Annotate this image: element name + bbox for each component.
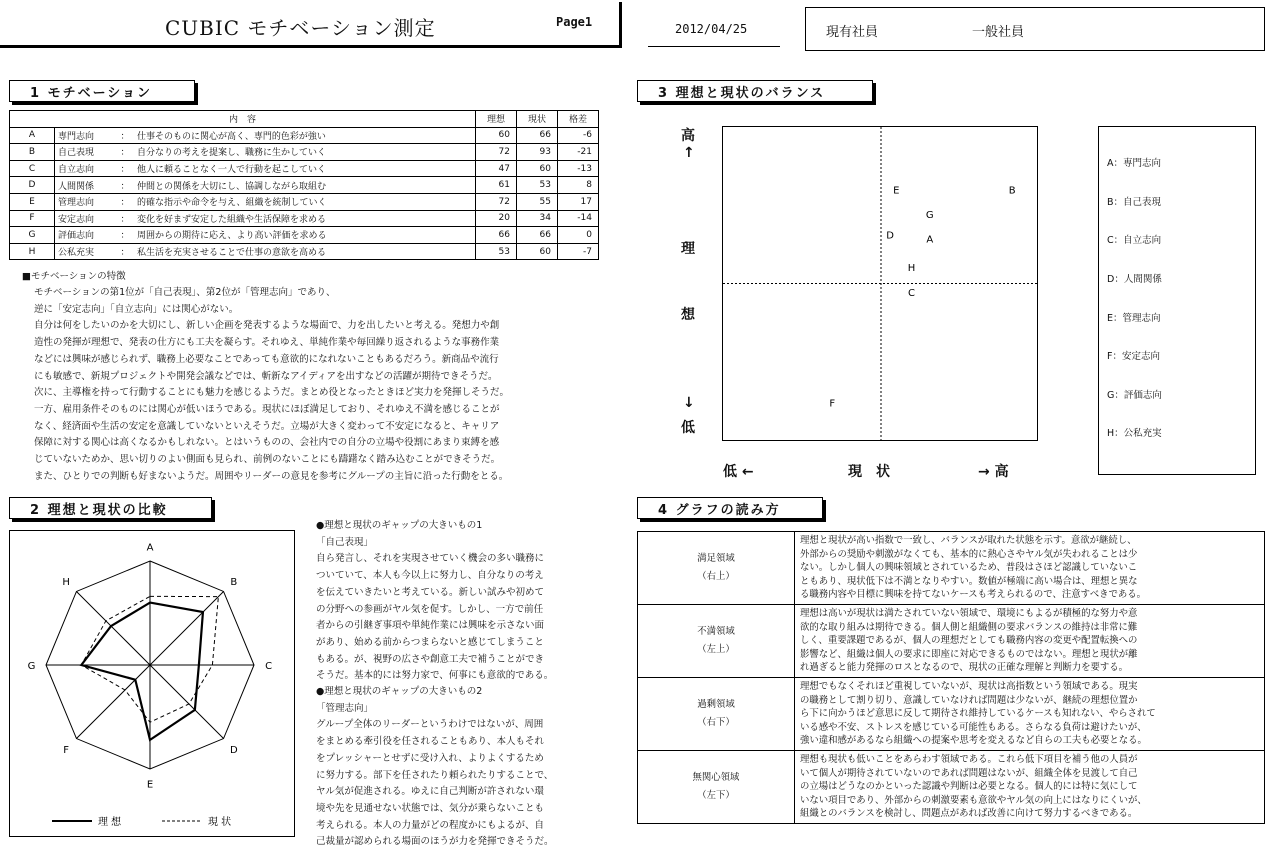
motivation-table [9, 110, 599, 260]
row-current: 34 [517, 210, 558, 227]
radar-axis-label: H [62, 577, 70, 589]
gap1-text-line: 者からの引継ぎ事項や単純作業には興味を示さない面 [316, 620, 545, 632]
scatter-point-b: B [1008, 185, 1016, 197]
gap2-title: ●理想と現状のギャップの大きいもの2 [316, 686, 483, 697]
scatter-legend [1098, 126, 1256, 475]
legend-current-label: 現 状 [208, 817, 232, 828]
row-name: 安定志向 [55, 210, 117, 227]
features-line: などには興味が感じられず、職務上必要なことであっても意欲的になれないこともあるだろう。新商品や流行 [34, 353, 499, 365]
region-description-line: しく、重要課題であるが、個人の理想だとしても職務内容の変更や配置転換への [800, 635, 1138, 647]
gap2-text-line: をプレッシャーとせずに受け入れ、よりよくするため [316, 752, 544, 764]
region-position: （左下） [697, 789, 735, 801]
table-row [10, 160, 599, 177]
legend-item: H：公私充実 [1107, 428, 1162, 440]
region-description-line: ともあり、現状低下は不満となりやすい。数値が極端に高い場合は、理想と異な [800, 575, 1138, 587]
region-description-line: 理想でもなくそれほど重視していないが、現状は高指数という領域である。現実 [800, 680, 1138, 692]
gap2-text-line: グループ全体のリーダーというわけではないが、周囲 [316, 719, 544, 731]
region-position: （右上） [697, 570, 735, 582]
gap2-text-line: 考えられる。本人の力量がどの程度かにもよるが、自 [316, 819, 545, 831]
region-description-line: 理想は高いが現状は満たされていない領域で、環境にもよるが積極的な努力や意 [800, 607, 1138, 619]
section4-title: 4 グラフの読み方 [637, 497, 823, 519]
date-underline [648, 46, 780, 47]
scatter-point-e: E [893, 185, 900, 197]
column-header-content: 内 容 [10, 111, 476, 128]
region-description-line: ない。しかし個人の興味領域とされているため、普段はさほど認識していないこ [800, 562, 1138, 574]
legend-item: B：自己表現 [1107, 196, 1162, 208]
region-description-line: 理想も現状も低いことをあらわす領域である。これら低下項目を補う他の人員が [800, 753, 1138, 765]
row-gap: 0 [558, 227, 599, 244]
region-description-line: れ過ぎると能力発揮のロスとなるので、現状の正確な理解と判断力を要する。 [800, 662, 1128, 674]
employee-box [805, 7, 1265, 51]
region-label-cell [638, 532, 795, 605]
row-code: C [10, 160, 55, 177]
row-code: A [10, 127, 55, 144]
region-description-line: ら下に向かうほど意思に反して期待され維持しているケースも知れない、やらされて [800, 708, 1156, 720]
scatter-point-a: A [926, 234, 934, 246]
gap1-text-line: ついていて、本人も今以上に努力し、自分なりの考え [316, 570, 544, 582]
row-code: H [10, 243, 55, 260]
y-axis-label-2: 想 [681, 307, 695, 323]
x-axis-high: → 高 [978, 464, 1009, 480]
row-separator: ： [116, 127, 134, 144]
radar-axis-label: F [63, 744, 70, 756]
reading-row [638, 604, 1265, 677]
radar-axis-label: G [27, 661, 36, 672]
gap1-block [316, 518, 553, 685]
row-separator: ： [116, 243, 134, 260]
row-code: D [10, 177, 55, 194]
row-current: 60 [517, 160, 558, 177]
row-separator: ： [116, 193, 134, 210]
region-description-line: の立場はどうなのかといった認識や判断は必要となる。個人的には特に気にして [800, 781, 1138, 793]
row-gap: -6 [558, 127, 599, 144]
row-gap: -13 [558, 160, 599, 177]
radar-series-ideal [81, 603, 203, 740]
legend-item: A：専門志向 [1107, 158, 1161, 170]
gap2-block [316, 684, 554, 851]
column-header-current: 現状 [517, 111, 558, 128]
radar-axis-label: D [229, 744, 238, 756]
row-ideal: 20 [476, 210, 517, 227]
region-description-line: の職務として割り切り、意識していなければ問題は少ないが、継続の理想位置か [800, 694, 1138, 706]
region-description-line: 組織とのバランスを検討し、問題点があれば改善に向けて努力するべきである。 [800, 808, 1138, 820]
radar-axis-label: E [146, 779, 154, 791]
row-name: 自立志向 [55, 160, 117, 177]
employee-type: 現有社員 [826, 25, 879, 40]
y-axis-low: 低 [681, 420, 695, 436]
scatter-chart-box [722, 126, 1038, 441]
radar-chart-box [9, 530, 295, 837]
row-separator: ： [116, 160, 134, 177]
row-name: 人間関係 [55, 177, 117, 194]
features-line: じていないためか、思い切りのよい側面も見られ、前例のないことにも躊躇なく踏み込むことができそうだ。 [34, 454, 501, 466]
region-label-cell [638, 604, 795, 677]
scatter-point-g: G [925, 209, 934, 221]
features-title: ■モチベーションの特徴 [22, 271, 126, 282]
row-name: 専門志向 [55, 127, 117, 144]
region-description-line: いて個人が期待されていないのであれば問題はないが、組織全体を見渡して自己 [800, 767, 1138, 779]
radar-axis [76, 665, 150, 739]
region-description-line: 外部からの奨励や刺激がなくても、基本的に熱心さやヤル気が失われることは少 [800, 548, 1138, 560]
x-axis-label: 現 状 [848, 464, 890, 480]
gap1-text-line: があり、始める前からつまらないと感じてしまうこと [316, 636, 544, 648]
legend-item: F：安定志向 [1107, 351, 1160, 363]
gap1-name: 「自己表現」 [316, 536, 374, 548]
section3-title: 3 理想と現状のバランス [637, 80, 873, 102]
region-label: 不満領域 [697, 625, 735, 637]
region-label: 無関心領域 [692, 771, 740, 783]
region-position: （右下） [697, 716, 735, 728]
row-name: 評価志向 [55, 227, 117, 244]
scatter-point-h: H [907, 263, 916, 275]
row-description: 変化を好まず安定した組織や生活保障を求める [134, 210, 476, 227]
section2-title: 2 理想と現状の比較 [9, 497, 212, 519]
row-description: 仕事そのものに関心が高く、専門的色彩が強い [134, 127, 476, 144]
row-ideal: 47 [476, 160, 517, 177]
row-description: 私生活を充実させることで仕事の意欲を高める [134, 243, 476, 260]
region-label-cell [638, 750, 795, 823]
region-label-cell [638, 677, 795, 750]
region-description-line: 影響など、組織は個人の要求に即座に対応できるものではない。理想と現状が離 [800, 648, 1138, 660]
row-code: F [10, 210, 55, 227]
row-code: E [10, 193, 55, 210]
row-description: 周囲からの期待に応え、より高い評価を求める [134, 227, 476, 244]
table-row [10, 227, 599, 244]
report-date: 2012/04/25 [675, 22, 748, 36]
scatter-point-d: D [886, 230, 895, 242]
page-title: CUBIC モチベーション測定 [165, 16, 436, 40]
features-line: 造性の発揮が理想で、発表の仕方にも工夫を凝らす。それゆえ、単純作業や毎回繰り返されるような事務作業 [34, 337, 500, 349]
title-box [0, 2, 622, 48]
region-description [795, 750, 1265, 823]
row-code: G [10, 227, 55, 244]
row-current: 55 [517, 193, 558, 210]
row-ideal: 72 [476, 193, 517, 210]
gap1-text-line: 自ら発言し、それを実現させていく機会の多い職務に [316, 553, 545, 565]
scatter-point-c: C [908, 287, 915, 299]
region-label: 満足領域 [697, 552, 735, 564]
row-separator: ： [116, 210, 134, 227]
features-line: にも敏感で、新規プロジェクトや開発会議などでは、斬新なアイディアを出すなどの活躍が期待できそうだ。 [34, 370, 498, 382]
region-description-line: る職務内容や目標に興味を持てないケースも考えられるので、注意すべきである。 [800, 589, 1147, 601]
region-description-line: 理想と現状が高い指数で一致し、バランスが取れた状態を示す。意欲が継続し、 [800, 535, 1137, 546]
row-description: 仲間との関係を大切にし、協調しながら取組む [134, 177, 476, 194]
row-ideal: 61 [476, 177, 517, 194]
features-line: なく、経済面や生活の安定を意識していないといえそうだ。立場が大きく変わって不安定になると、キャリア [34, 420, 500, 432]
page-number: Page1 [556, 15, 593, 29]
row-ideal: 53 [476, 243, 517, 260]
row-name: 管理志向 [55, 193, 117, 210]
y-axis-down-arrow: ↓ [683, 395, 695, 411]
region-description [795, 677, 1265, 750]
row-gap: -14 [558, 210, 599, 227]
scatter-point-f: F [829, 398, 836, 410]
row-code: B [10, 144, 55, 161]
y-axis-label-1: 理 [681, 241, 695, 257]
gap2-text-line: に努力する。部下を任されたり頼られたりすることで、 [316, 769, 554, 781]
legend-item: G：評価志向 [1107, 389, 1162, 401]
row-ideal: 72 [476, 144, 517, 161]
row-current: 60 [517, 243, 558, 260]
y-axis-up-arrow: ↑ [683, 145, 695, 161]
row-separator: ： [116, 177, 134, 194]
radar-axis-label: A [146, 542, 154, 554]
reading-row [638, 532, 1265, 605]
features-line: 逆に「安定志向」「自立志向」には関心がない。 [34, 303, 239, 315]
row-gap: 8 [558, 177, 599, 194]
gap1-title: ●理想と現状のギャップの大きいもの1 [316, 520, 483, 531]
legend-ideal-label: 理 想 [98, 817, 122, 828]
gap2-text-line: 己裁量が認められる場面のほうが力を発揮できそうだ。 [316, 836, 554, 848]
row-gap: -21 [558, 144, 599, 161]
table-header-row [10, 111, 599, 128]
employee-class: 一般社員 [972, 25, 1025, 40]
region-description-line: いる感や不安、ストレスを感じている可能性もある。さらなる負荷は避けたいが、 [800, 721, 1147, 733]
features-text [34, 285, 509, 485]
gap2-name: 「管理志向」 [316, 702, 374, 714]
x-axis-low: 低 ← [723, 464, 754, 480]
features-line: 次に、主導権を持って行動することにも魅力を感じるようだ。まとめ役となったときほど実力を発揮しそうだ。 [34, 387, 510, 399]
reading-row [638, 677, 1265, 750]
row-current: 53 [517, 177, 558, 194]
features-line: 一方、雇用条件そのものには関心が低いほうである。現状にほぼ満足しており、それゆえ不満を感じることが [34, 403, 500, 415]
region-description-line: 強い違和感があるなら組織への提案や思考を変えるなど自らの工夫も必要となる。 [800, 735, 1147, 747]
section1-title: 1 モチベーション [9, 80, 195, 102]
features-line: 保障に対する関心は高くなるかもしれない。とはいうものの、会社内での自分の立場や役割にあまり束縛を感 [34, 437, 500, 449]
reading-row [638, 750, 1265, 823]
column-header-gap: 格差 [558, 111, 599, 128]
table-row [10, 144, 599, 161]
row-separator: ： [116, 144, 134, 161]
radar-axis [150, 665, 224, 739]
features-line: また、ひとりでの判断も好まないようだ。周囲やリーダーの意見を参考にグループの主旨に沿った行動をとる。 [34, 470, 509, 482]
radar-axis-label: B [230, 577, 238, 589]
row-description: 自分なりの考えを提案し、職務に生かしていく [134, 144, 476, 161]
table-row [10, 243, 599, 260]
balance-scatter-chart [723, 127, 1037, 440]
radar-chart [10, 531, 294, 836]
region-position: （左上） [697, 643, 735, 655]
radar-axis-label: C [265, 661, 273, 672]
row-gap: 17 [558, 193, 599, 210]
legend-item: D：人間関係 [1107, 274, 1162, 286]
legend-item: C：自立志向 [1107, 235, 1162, 247]
gap1-text-line: の分野への参画がヤル気を促す。しかし、一方で前任 [316, 603, 544, 615]
table-row [10, 177, 599, 194]
row-gap: -7 [558, 243, 599, 260]
row-name: 公私充実 [55, 243, 117, 260]
gap1-text-line: を伝えていきたいと考えている。新しい試みや初めて [316, 586, 545, 598]
table-row [10, 193, 599, 210]
reading-table [637, 531, 1265, 824]
row-current: 93 [517, 144, 558, 161]
row-ideal: 66 [476, 227, 517, 244]
features-line: 自分は何をしたいのかを大切にし、新しい企画を発表するような場面で、力を出したいと考える。発想力や創 [34, 320, 500, 332]
gap2-text-line: 境や先を見通せない状態では、気分が乗らないことも [316, 802, 545, 814]
gap2-text-line: をまとめる牽引役を任されることもあり、本人もそれ [316, 736, 545, 748]
region-description-line: いない項目であり、外部からの刺激要素も意欲やヤル気の向上にはなりにくいが、 [800, 794, 1147, 806]
region-description [795, 532, 1265, 605]
legend-item: E：管理志向 [1107, 312, 1161, 324]
region-label: 過剰領域 [697, 698, 735, 710]
gap1-text-line: もある。が、視野の広さや創意工夫で補うことができ [316, 653, 545, 665]
features-line: モチベーションの第1位が「自己表現」、第2位が「管理志向」であり、 [34, 287, 336, 298]
radar-axis [150, 591, 224, 665]
row-description: 他人に頼ることなく一人で行動を起こしていく [134, 160, 476, 177]
gap2-text-line: ヤル気が促進される。ゆえに自己判断が許されない環 [316, 786, 544, 798]
row-description: 的確な指示や命令を与え、組織を統制していく [134, 193, 476, 210]
table-row [10, 210, 599, 227]
column-header-ideal: 理想 [476, 111, 517, 128]
row-name: 自己表現 [55, 144, 117, 161]
gap1-text-line: そうだ。基本的には努力家で、何事にも意欲的である。 [316, 670, 554, 682]
row-current: 66 [517, 227, 558, 244]
row-current: 66 [517, 127, 558, 144]
row-ideal: 60 [476, 127, 517, 144]
y-axis-high: 高 [681, 128, 695, 144]
row-separator: ： [116, 227, 134, 244]
region-description-line: 欲的な取り組みは期待できる。個人側と組織側の要求バランスの維持は非常に難 [800, 621, 1138, 633]
region-description [795, 604, 1265, 677]
table-row [10, 127, 599, 144]
